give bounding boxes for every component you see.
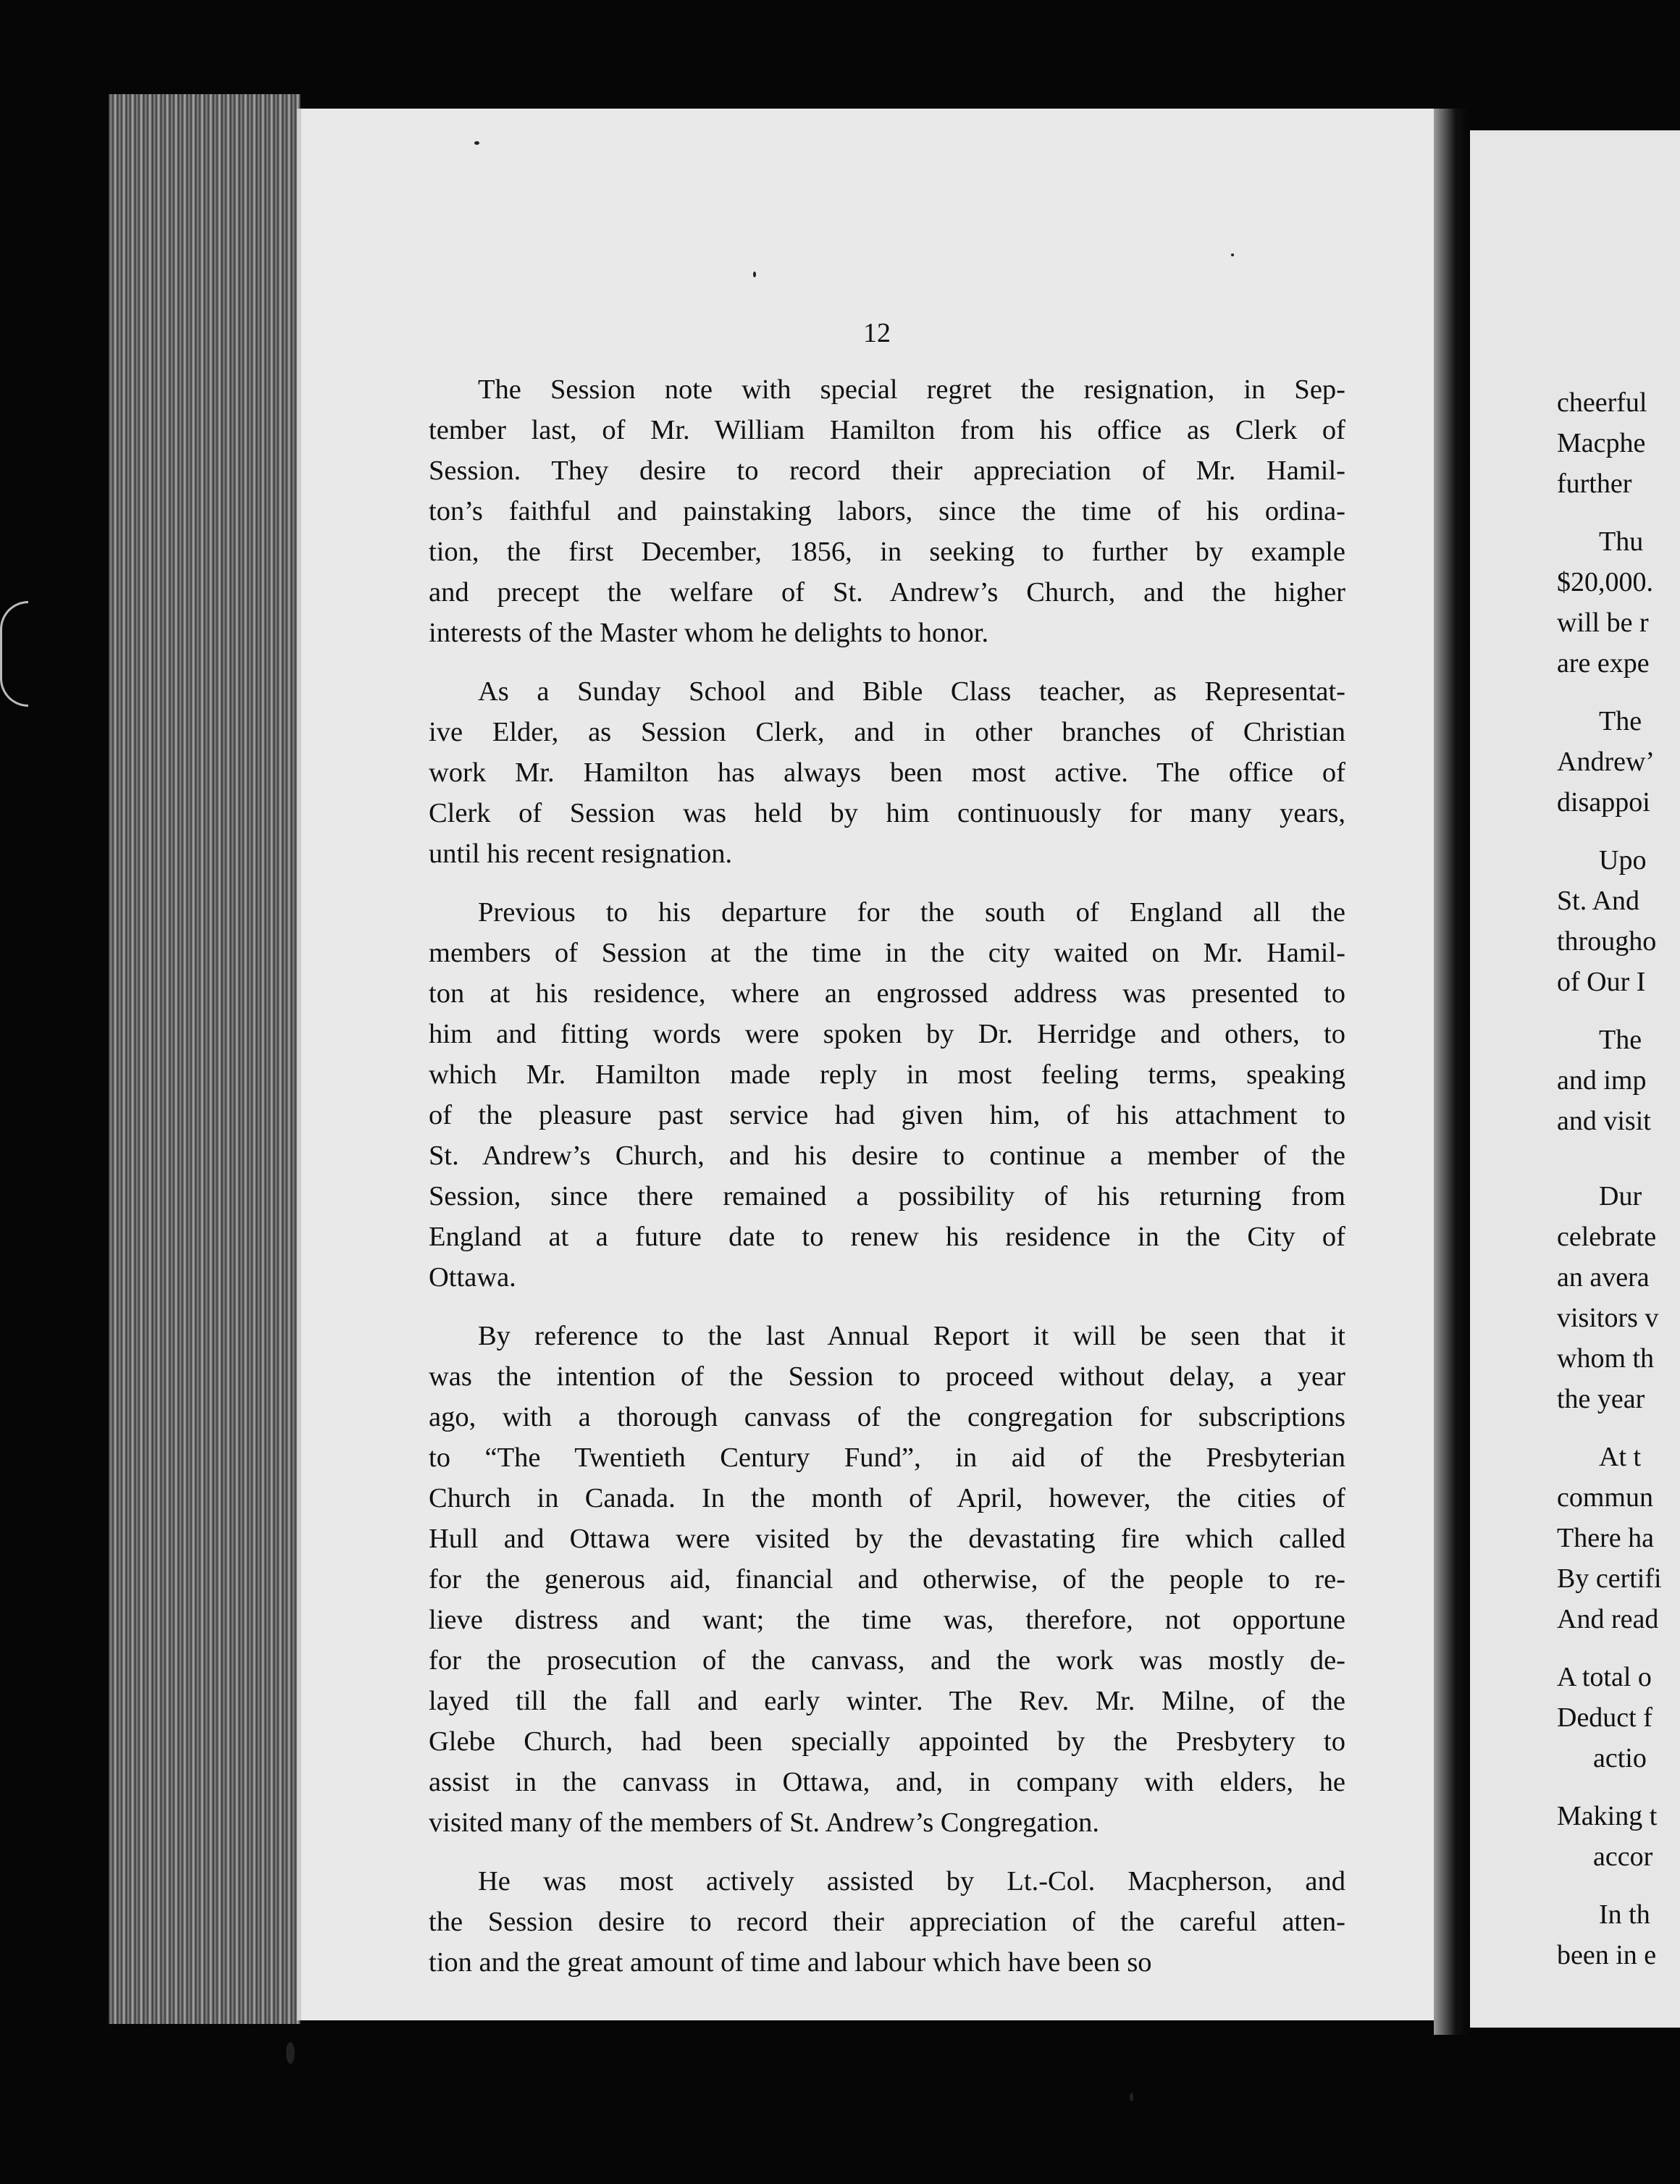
- cropped-text-line: Upo: [1599, 845, 1647, 875]
- text-line: work Mr. Hamilton has always been most active. The office of: [429, 757, 1345, 788]
- spacer: [1557, 823, 1662, 840]
- text-line: tember last, of Mr. William Hamilton from his office as Clerk of: [429, 415, 1345, 445]
- text-line: until his recent resignation.: [429, 839, 733, 869]
- text-line: Hull and Ottawa were visited by the devastating fire which called: [429, 1524, 1345, 1554]
- text-line: Session. They desire to record their appreciation of Mr. Hamil-: [429, 455, 1345, 486]
- paragraph: [429, 1316, 1345, 1843]
- cropped-text-line: visitors v: [1557, 1303, 1659, 1333]
- cropped-text-line: will be r: [1557, 608, 1649, 638]
- cropped-text-line: are expe: [1557, 648, 1650, 679]
- text-line: tion, the first December, 1856, in seeking to further by example: [429, 537, 1345, 567]
- cropped-text-line: and imp: [1557, 1065, 1647, 1096]
- paragraph: [429, 369, 1345, 653]
- cropped-text-line: Dur: [1599, 1181, 1642, 1211]
- cropped-text-line: disappoi: [1557, 787, 1650, 818]
- text-line: Previous to his departure for the south of England all the: [478, 897, 1345, 928]
- spacer: [1557, 1877, 1662, 1894]
- text-line: ton at his residence, where an engrossed address was presented to: [429, 978, 1345, 1009]
- cropped-text-line: cheerful: [1557, 387, 1647, 418]
- text-line: tion and the great amount of time and labour which have been so: [429, 1947, 1152, 1978]
- text-line: to “The Twentieth Century Fund”, in aid of the Presbyterian: [429, 1442, 1345, 1473]
- spacer: [1557, 1141, 1662, 1159]
- cropped-text-line: The: [1599, 706, 1642, 736]
- cropped-text-line: In th: [1599, 1899, 1650, 1930]
- text-line: He was most actively assisted by Lt.-Col. Macpherson, and: [478, 1866, 1345, 1897]
- cropped-text-line: There ha: [1557, 1523, 1654, 1553]
- page-number: 12: [863, 318, 891, 348]
- text-line: ton’s faithful and painstaking labors, since the time of his ordina-: [429, 496, 1345, 526]
- dust-speck: [474, 141, 479, 145]
- text-line: him and fitting words were spoken by Dr. Herridge and others, to: [429, 1019, 1345, 1049]
- spacer: [1557, 684, 1662, 701]
- text-line: members of Session at the time in the city waited on Mr. Hamil-: [429, 938, 1345, 968]
- text-line: layed till the fall and early winter. The Rev. Mr. Milne, of the: [429, 1686, 1345, 1716]
- text-line: for the generous aid, financial and otherwise, of the people to re-: [429, 1564, 1345, 1595]
- right-page: [1470, 130, 1680, 2028]
- cropped-text-line: and visit: [1557, 1106, 1651, 1136]
- cropped-text-line: And read: [1557, 1604, 1659, 1634]
- cropped-text-line: been in e: [1557, 1940, 1657, 1970]
- dust-speck: [1130, 2093, 1133, 2101]
- text-line: of the pleasure past service had given him, of his attachment to: [429, 1100, 1345, 1130]
- cropped-text-line: Andrew’: [1557, 747, 1655, 777]
- text-line: was the intention of the Session to proceed without delay, a year: [429, 1361, 1345, 1392]
- book-gutter: [1434, 109, 1470, 2035]
- text-line: Church in Canada. In the month of April, however, the cities of: [429, 1483, 1345, 1513]
- text-line: By reference to the last Annual Report it will be seen that it: [478, 1321, 1345, 1351]
- right-page-text: [1557, 382, 1662, 1975]
- cropped-text-line: an avera: [1557, 1262, 1650, 1293]
- dust-speck: [1231, 253, 1234, 256]
- cropped-text-line: The: [1599, 1025, 1642, 1055]
- page-curl-shadow: [0, 601, 28, 707]
- cropped-text-line: By certifi: [1557, 1563, 1662, 1594]
- text-line: Ottawa.: [429, 1262, 516, 1293]
- text-line: St. Andrew’s Church, and his desire to continue a member of the: [429, 1141, 1345, 1171]
- paragraph: [429, 892, 1345, 1298]
- cropped-text-line: commun: [1557, 1482, 1653, 1513]
- cropped-text-line: further: [1557, 469, 1632, 499]
- text-line: lieve distress and want; the time was, therefore, not opportune: [429, 1605, 1345, 1635]
- spacer: [1557, 1419, 1662, 1437]
- spacer: [1557, 1639, 1662, 1657]
- text-line: England at a future date to renew his residence in the City of: [429, 1222, 1345, 1252]
- text-line: ago, with a thorough canvass of the congregation for subscriptions: [429, 1402, 1345, 1432]
- paragraph: [429, 1861, 1345, 1983]
- cropped-text-line: A total o: [1557, 1662, 1652, 1692]
- text-line: and precept the welfare of St. Andrew’s Church, and the higher: [429, 577, 1345, 608]
- text-line: assist in the canvass in Ottawa, and, in company with elders, he: [429, 1767, 1345, 1797]
- cropped-text-line: of Our I: [1557, 967, 1646, 997]
- cropped-text-line: Macphe: [1557, 428, 1646, 458]
- text-line: the Session desire to record their appreciation of the careful atten-: [429, 1907, 1345, 1937]
- body-text: [429, 369, 1345, 2001]
- book-page-edges: [109, 94, 301, 2024]
- cropped-text-line: accor: [1593, 1841, 1653, 1872]
- spacer: [1557, 1159, 1662, 1176]
- cropped-text-line: $20,000.: [1557, 567, 1653, 597]
- cropped-text-line: Thu: [1599, 526, 1644, 557]
- cropped-text-line: St. And: [1557, 886, 1640, 916]
- cropped-text-line: At t: [1599, 1442, 1642, 1472]
- cropped-text-line: througho: [1557, 926, 1657, 957]
- text-line: Glebe Church, had been specially appointed by the Presbytery to: [429, 1726, 1345, 1757]
- cropped-text-line: the year: [1557, 1384, 1645, 1414]
- spacer: [1557, 504, 1662, 521]
- text-line: Session, since there remained a possibility of his returning from: [429, 1181, 1345, 1211]
- text-line: for the prosecution of the canvass, and the work was mostly de-: [429, 1645, 1345, 1676]
- spacer: [1557, 1778, 1662, 1796]
- cropped-text-line: whom th: [1557, 1343, 1655, 1374]
- dust-speck: [286, 2042, 295, 2064]
- cropped-text-line: actio: [1593, 1743, 1647, 1773]
- text-line: As a Sunday School and Bible Class teacher, as Representat-: [478, 676, 1345, 707]
- text-line: The Session note with special regret the resignation, in Sep-: [478, 374, 1345, 405]
- text-line: Clerk of Session was held by him continuously for many years,: [429, 798, 1345, 828]
- cropped-text-line: Deduct f: [1557, 1702, 1652, 1733]
- paragraph: [429, 671, 1345, 874]
- dust-speck: [753, 272, 756, 277]
- text-line: visited many of the members of St. Andrew’s Congregation.: [429, 1807, 1099, 1838]
- text-line: interests of the Master whom he delights to honor.: [429, 618, 989, 648]
- text-line: ive Elder, as Session Clerk, and in other branches of Christian: [429, 717, 1345, 747]
- cropped-text-line: Making t: [1557, 1801, 1658, 1831]
- spacer: [1557, 1002, 1662, 1020]
- text-line: which Mr. Hamilton made reply in most feeling terms, speaking: [429, 1059, 1345, 1090]
- cropped-text-line: celebrate: [1557, 1222, 1657, 1252]
